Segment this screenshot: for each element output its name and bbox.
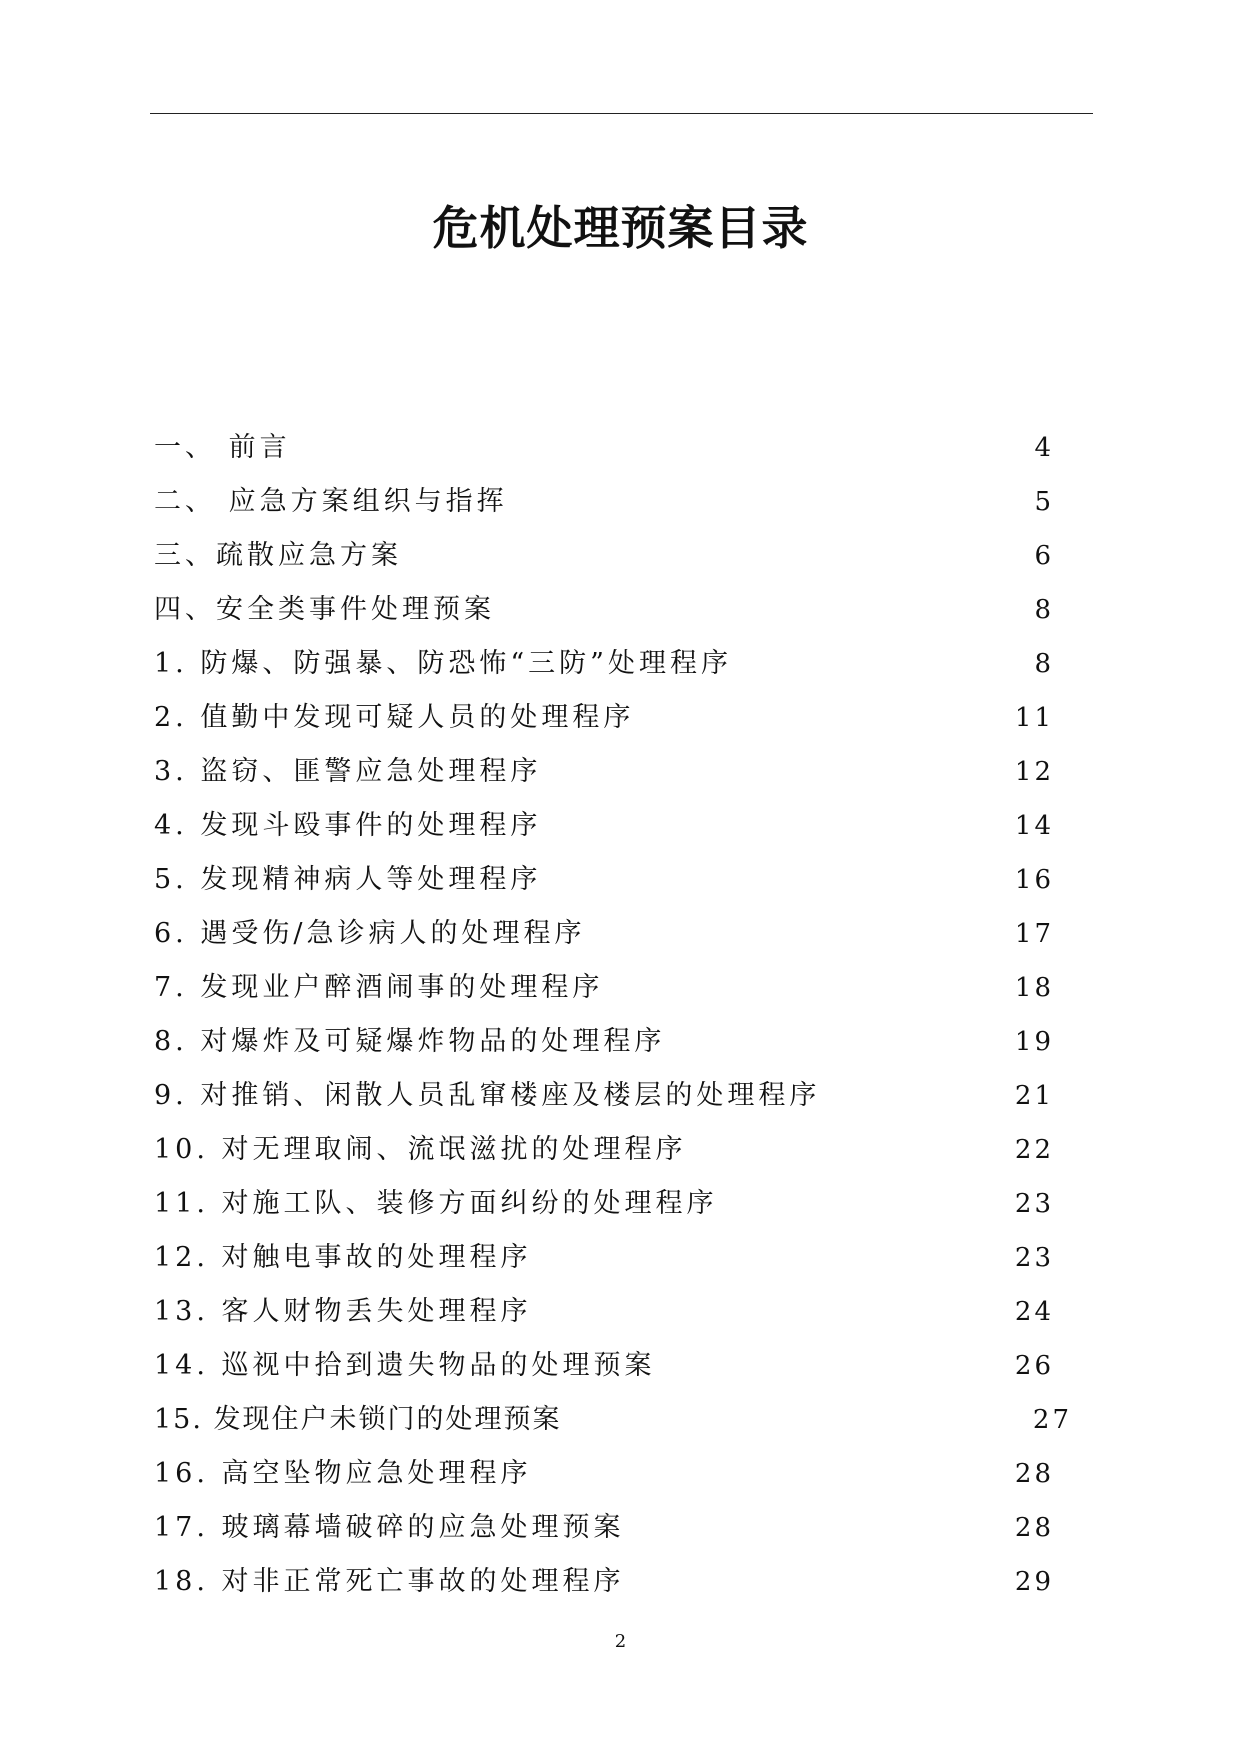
toc-entry-page: 6 [1034, 541, 1054, 571]
toc-entry-label: 1. 防爆、防强暴、防恐怖“三防”处理程序 [154, 648, 732, 679]
toc-entry[interactable] [154, 752, 1054, 792]
toc-entry[interactable] [154, 482, 1054, 522]
toc-entry-page: 23 [1014, 1243, 1054, 1273]
toc-entry-page: 23 [1014, 1189, 1054, 1219]
toc-entry[interactable] [154, 590, 1054, 630]
toc-entry-page: 27 [1032, 1405, 1072, 1435]
toc-entry-label: 4. 发现斗殴事件的处理程序 [154, 810, 542, 841]
toc-entry-page: 8 [1034, 595, 1054, 625]
toc-entry-page: 26 [1014, 1351, 1054, 1381]
toc-entry-label: 9. 对推销、闲散人员乱窜楼座及楼层的处理程序 [154, 1080, 821, 1111]
toc-entry-page: 11 [1014, 703, 1054, 733]
toc-entry-page: 12 [1014, 757, 1054, 787]
toc-entry[interactable] [154, 1454, 1054, 1494]
document-title: 危机处理预案目录 [432, 201, 809, 255]
toc-entry-label: 3. 盗窃、匪警应急处理程序 [154, 756, 542, 787]
toc-entry[interactable] [154, 1022, 1054, 1062]
toc-entry-label: 11. 对施工队、装修方面纠纷的处理程序 [154, 1188, 718, 1219]
toc-entry[interactable] [154, 1292, 1054, 1332]
toc-entry-page: 28 [1014, 1513, 1054, 1543]
toc-entry-page: 22 [1014, 1135, 1054, 1165]
toc-entry[interactable] [154, 1184, 1054, 1224]
toc-entry-page: 29 [1014, 1567, 1054, 1597]
toc-entry[interactable] [154, 806, 1054, 846]
toc-entry-page: 4 [1034, 433, 1054, 463]
toc-entry[interactable] [154, 1130, 1054, 1170]
toc-entry[interactable] [154, 1076, 1054, 1116]
toc-entry[interactable] [154, 536, 1054, 576]
toc-entry-label: 三、疏散应急方案 [154, 540, 402, 571]
toc-entry[interactable] [154, 1238, 1054, 1278]
toc-entry-label: 7. 发现业户醉酒闹事的处理程序 [154, 972, 604, 1003]
toc-entry-label: 16. 高空坠物应急处理程序 [154, 1458, 532, 1489]
toc-entry-page: 5 [1034, 487, 1054, 517]
toc-entry-label: 12. 对触电事故的处理程序 [154, 1242, 532, 1273]
toc-entry[interactable] [154, 860, 1054, 900]
toc-entry[interactable] [154, 428, 1054, 468]
toc-entry-label: 15. 发现住户未锁门的处理预案 [154, 1404, 562, 1435]
toc-entry-label: 17. 玻璃幕墙破碎的应急处理预案 [154, 1512, 625, 1543]
toc-entry-label: 二、 应急方案组织与指挥 [154, 486, 508, 517]
toc-entry-label: 8. 对爆炸及可疑爆炸物品的处理程序 [154, 1026, 666, 1057]
toc-entry-label: 13. 客人财物丢失处理程序 [154, 1296, 532, 1327]
toc-entry-label: 14. 巡视中拾到遗失物品的处理预案 [154, 1350, 656, 1381]
toc-entry[interactable] [154, 914, 1054, 954]
toc-entry-page: 8 [1034, 649, 1054, 679]
toc-entry-label: 2. 值勤中发现可疑人员的处理程序 [154, 702, 635, 733]
toc-entry[interactable] [154, 1346, 1054, 1386]
toc-entry[interactable] [154, 644, 1054, 684]
toc-entry-page: 24 [1014, 1297, 1054, 1327]
toc-entry-label: 一、 前言 [154, 432, 291, 463]
toc-entry-page: 17 [1014, 919, 1054, 949]
toc-entry-page: 18 [1014, 973, 1054, 1003]
toc-entry[interactable] [154, 1562, 1054, 1602]
toc-entry-page: 28 [1014, 1459, 1054, 1489]
toc-entry-page: 19 [1014, 1027, 1054, 1057]
toc-entry-label: 5. 发现精神病人等处理程序 [154, 864, 542, 895]
toc-entry-label: 10. 对无理取闹、流氓滋扰的处理程序 [154, 1134, 687, 1165]
toc-entry[interactable] [154, 1400, 1072, 1440]
toc-entry[interactable] [154, 698, 1054, 738]
toc-entry-page: 14 [1014, 811, 1054, 841]
toc-entry-page: 16 [1014, 865, 1054, 895]
toc-entry-label: 18. 对非正常死亡事故的处理程序 [154, 1566, 625, 1597]
toc-entry-page: 21 [1014, 1081, 1054, 1111]
toc-entry[interactable] [154, 1508, 1054, 1548]
toc-entry-label: 6. 遇受伤/急诊病人的处理程序 [154, 918, 586, 949]
toc-entry[interactable] [154, 968, 1054, 1008]
page-number: 2 [614, 1631, 627, 1652]
toc-entry-label: 四、安全类事件处理预案 [154, 594, 495, 625]
